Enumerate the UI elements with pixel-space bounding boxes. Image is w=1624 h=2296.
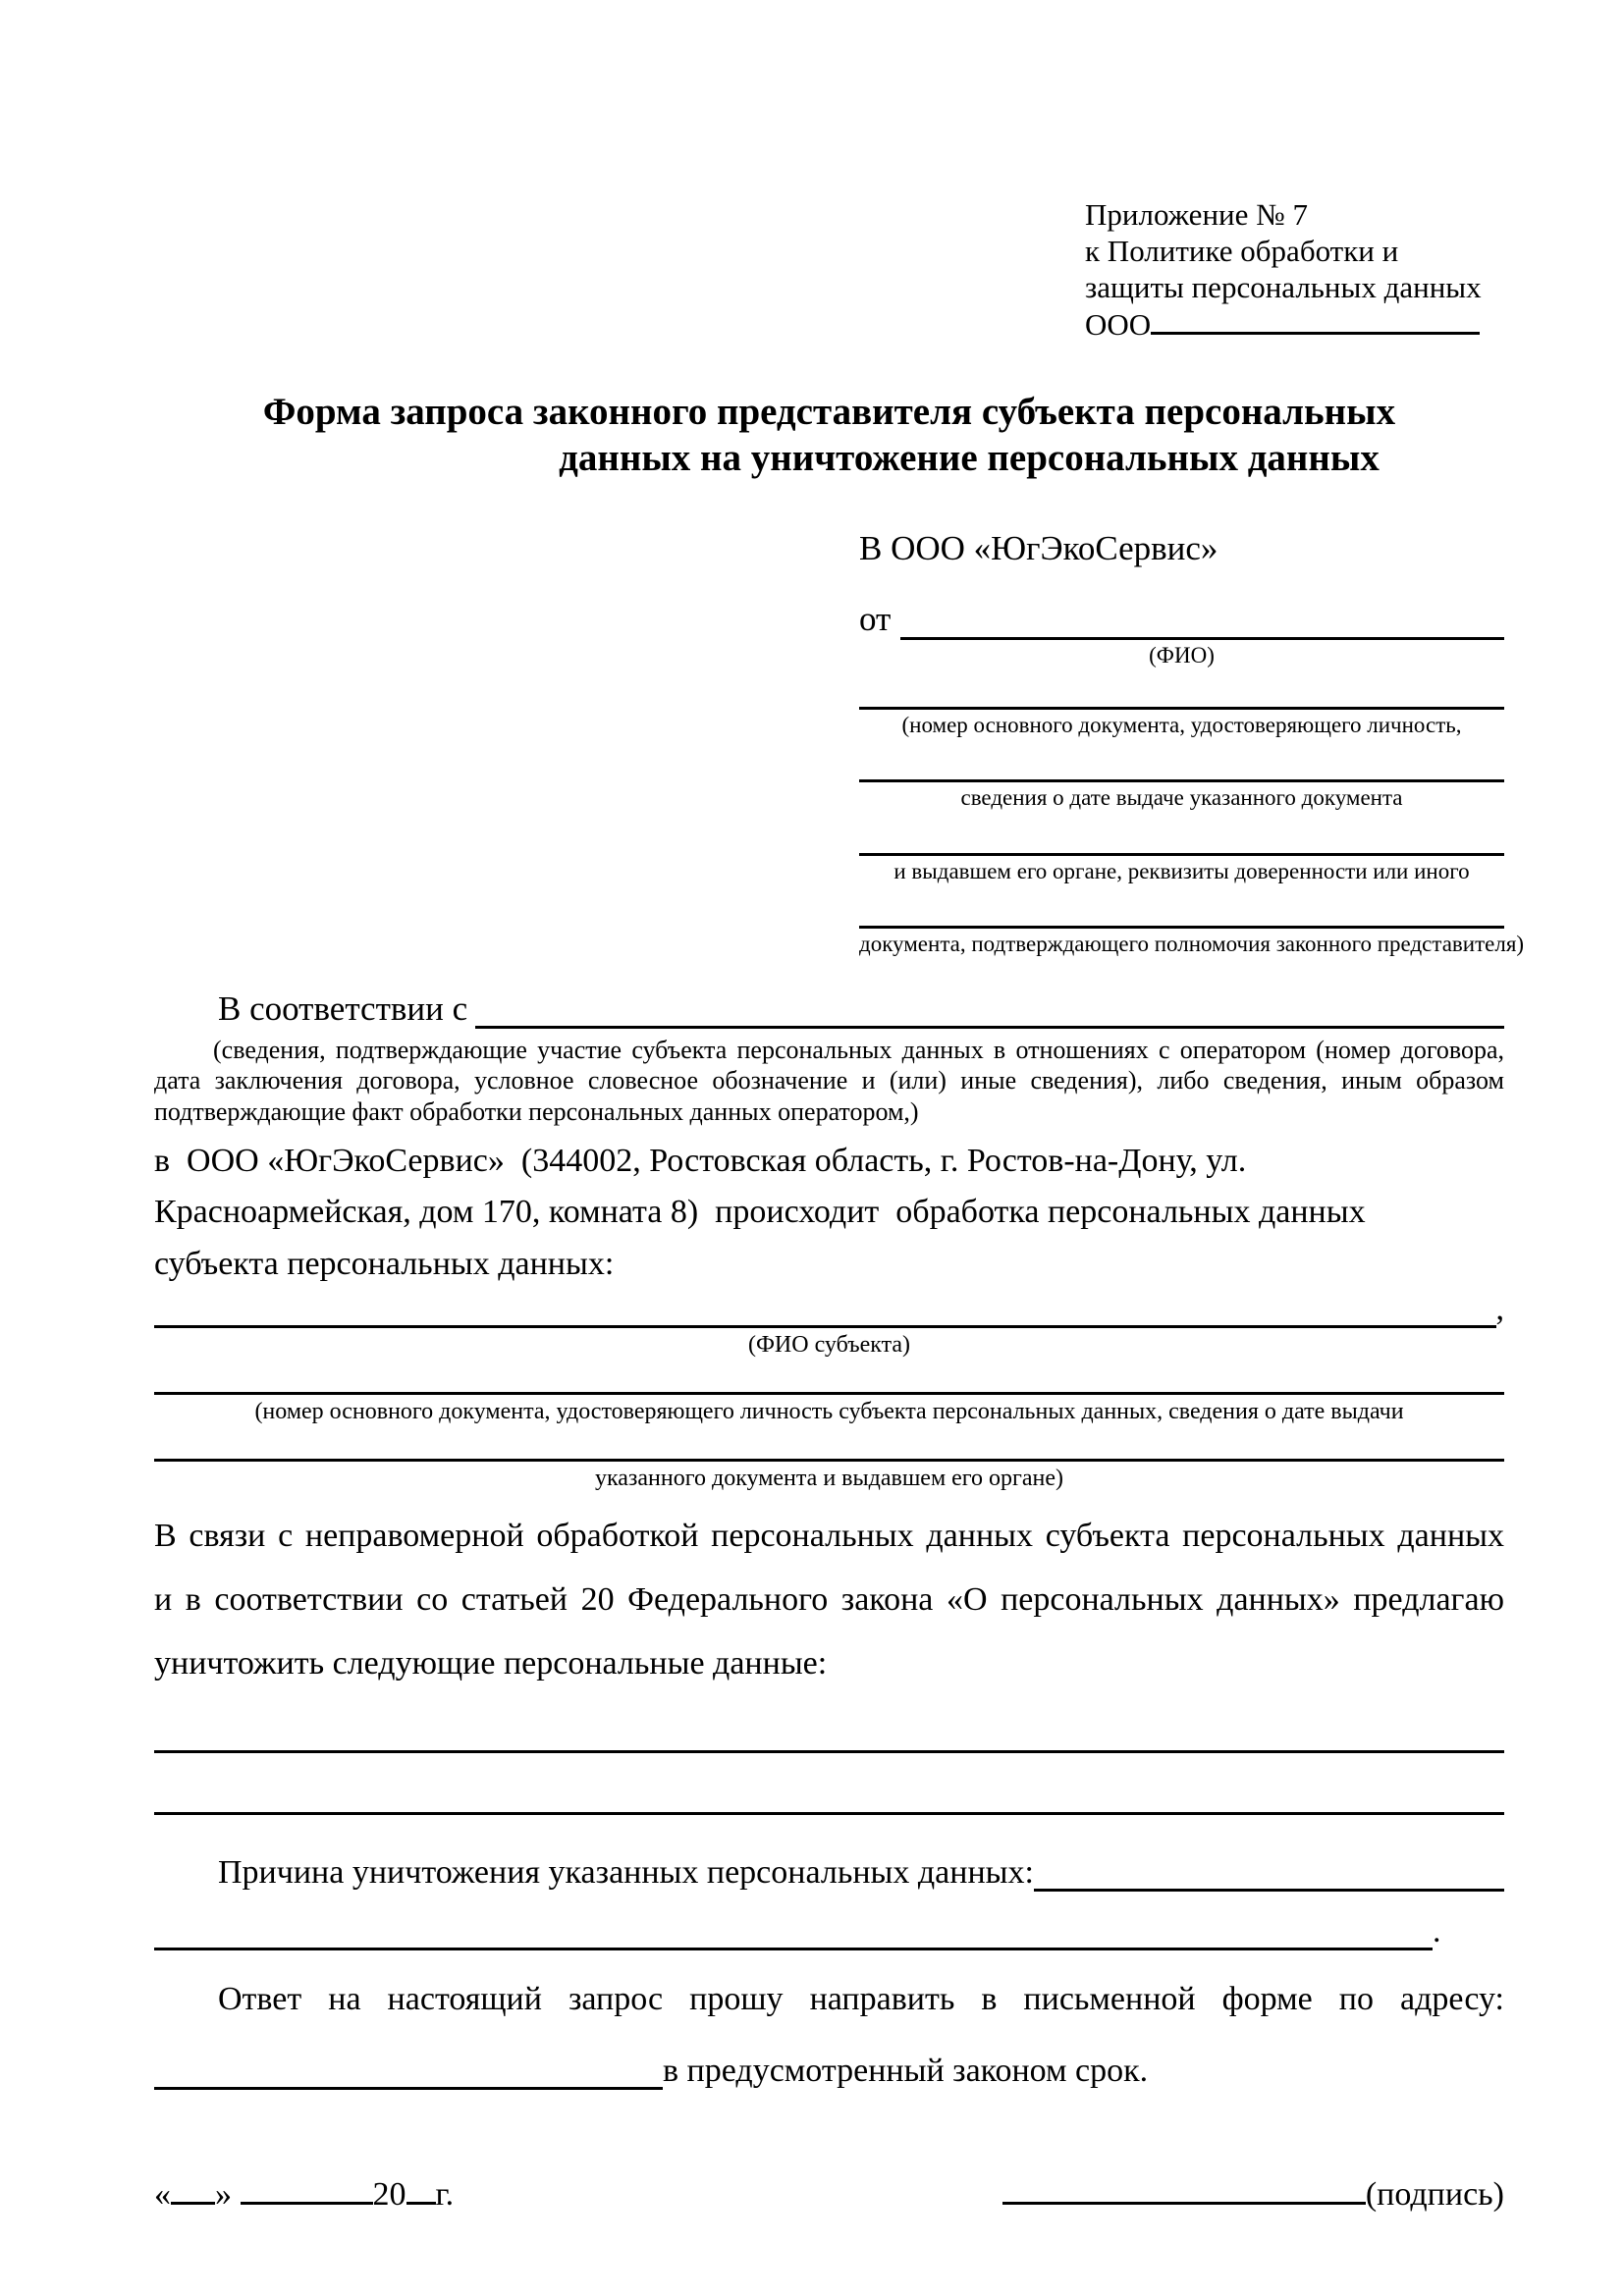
operator-paragraph-line: в ООО «ЮгЭкоСервис» (344002, Ростовская область, г. Ростов-на-Дону, ул. [154, 1142, 1247, 1179]
subject-doc-field-2[interactable] [154, 1425, 1504, 1462]
destroy-data-field-1[interactable] [154, 1695, 1504, 1753]
appendix-header [1085, 196, 1507, 343]
signature-field[interactable] [1002, 2202, 1366, 2205]
doc-number-caption: (номер основного документа, удостоверяющего личность, [901, 712, 1462, 737]
month-field[interactable] [241, 2202, 373, 2205]
policy-ref-line-2: защиты персональных данных [1085, 270, 1482, 305]
year-prefix: 20 [372, 2175, 406, 2213]
destroy-data-field-2[interactable] [154, 1753, 1504, 1815]
year-suffix: г. [435, 2175, 455, 2213]
signature-caption: (подпись) [1365, 2175, 1504, 2213]
trailing-period: . [1433, 1913, 1441, 1950]
operator-paragraph-line: субъекта персональных данных: [154, 1246, 615, 1283]
policy-ref-line-1: к Политике обработки и [1085, 234, 1399, 269]
accordance-label: В соответствии с [218, 988, 468, 1028]
fio-caption: (ФИО) [1149, 643, 1215, 668]
trailing-comma: , [1495, 1290, 1504, 1327]
answer-paragraph: Ответ на настоящий запрос прошу направить в письменной форме по адресу: [218, 1981, 1504, 2018]
reason-field-2[interactable] [154, 1892, 1433, 1950]
operator-paragraph [154, 1136, 1504, 1291]
quote-close: » [215, 2175, 232, 2213]
subject-doc-field-1[interactable] [154, 1359, 1504, 1395]
from-row [859, 599, 1504, 640]
authority-doc-field[interactable] [859, 884, 1504, 929]
destruction-paragraph-line: В связи с неправомерной обработкой персональных данных субъекта персональных данных [154, 1518, 1504, 1555]
form-title-line-2: данных на уничтожение персональных данных [559, 436, 1380, 479]
answer-tail-text: в предусмотренный законом срок. [663, 2052, 1149, 2089]
addressee-block [859, 528, 1525, 957]
doc-date-field[interactable] [859, 738, 1504, 782]
doc-date-caption: сведения о дате выдаче указанного документа [960, 785, 1403, 811]
year-field[interactable] [406, 2202, 436, 2205]
form-title-line-1: Форма запроса законного представителя субъекта персональных [262, 390, 1396, 433]
quote-open: « [154, 2175, 171, 2213]
destruction-paragraph-line: и в соответствии со статьей 20 Федерального закона «О персональных данных» предлагаю [154, 1580, 1504, 1618]
from-label: от [859, 600, 892, 639]
signature-line [1002, 2176, 1504, 2214]
accordance-row [154, 989, 1504, 1029]
subject-fio-caption: (ФИО субъекта) [747, 1331, 911, 1358]
doc-issuer-field[interactable] [859, 812, 1504, 856]
reason-line-2 [154, 1892, 1504, 1950]
representative-fio-field[interactable] [900, 629, 1504, 640]
form-title [154, 390, 1504, 482]
subject-fio-field[interactable] [154, 1296, 1496, 1328]
doc-issuer-caption: и выдавшем его органе, реквизиты доверенности или иного [893, 858, 1470, 883]
reason-row [154, 1854, 1504, 1892]
day-field[interactable] [171, 2202, 215, 2205]
subject-doc-caption-2: указанного документа и выдавшем его органе) [594, 1465, 1064, 1491]
appendix-number: Приложение № 7 [1085, 197, 1308, 232]
subject-fio-row [154, 1291, 1504, 1328]
date-line [154, 2176, 454, 2214]
accordance-note: (сведения, подтверждающие участие субъекта персональных данных в отношениях с оператором (номер договора, дата заключения договора, условное словесное обозначение и (или) иные сведения), либо сведения, иным образом подтверждающие факт обработки персональных данных оператором,) [154, 1035, 1504, 1126]
authority-doc-caption: документа, подтверждающего полномочия законного представителя) [859, 932, 1525, 957]
operator-paragraph-line: Красноармейская, дом 170, комната 8) происходит обработка персональных данных [154, 1194, 1366, 1231]
accordance-basis-field[interactable] [475, 1018, 1504, 1029]
address-field[interactable] [154, 2049, 663, 2090]
reason-field-1[interactable] [1034, 1881, 1504, 1892]
org-name-field[interactable] [1151, 332, 1480, 335]
addressee-org: В ООО «ЮгЭкоСервис» [859, 529, 1218, 568]
org-prefix: ООО [1085, 306, 1152, 342]
answer-tail-row [154, 2049, 1504, 2090]
subject-doc-caption-1: (номер основного документа, удостоверяющего личность субъекта персональных данных, сведения о дате выдачи [254, 1398, 1404, 1424]
doc-number-field[interactable] [859, 669, 1504, 710]
footer-row [154, 2176, 1504, 2214]
reason-label: Причина уничтожения указанных персональных данных: [218, 1854, 1034, 1892]
org-line [1085, 306, 1507, 343]
destruction-paragraph-line: уничтожить следующие персональные данные: [154, 1644, 828, 1682]
destruction-paragraph [154, 1505, 1504, 1695]
